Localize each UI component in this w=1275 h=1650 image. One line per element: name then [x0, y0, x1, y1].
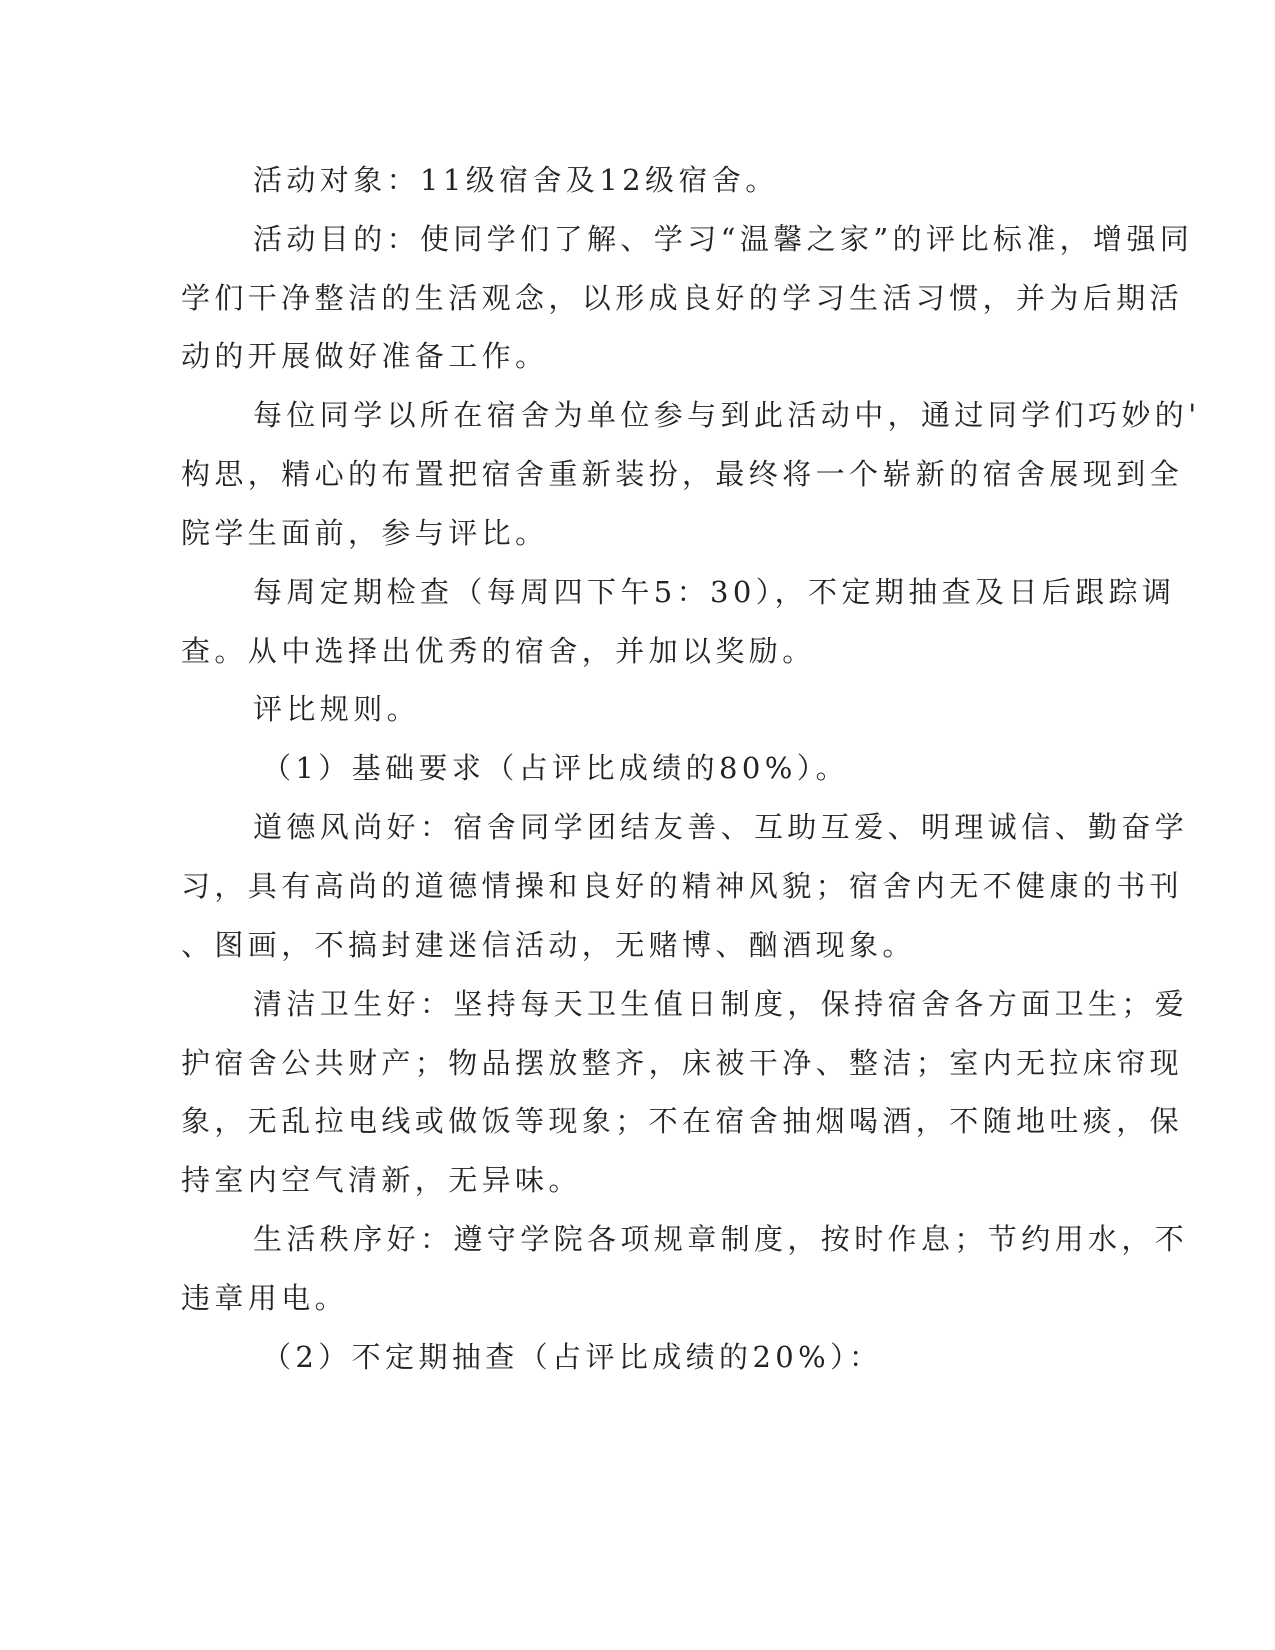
section-heading: 评比规则。 — [253, 692, 421, 726]
text-line: 持室内空气清新，无异味。 — [181, 1163, 582, 1197]
text-line: 生活秩序好：遵守学院各项规章制度，按时作息；节约用水，不 — [253, 1222, 1189, 1256]
text-line: 、图画，不搞封建迷信活动，无赌博、酗酒现象。 — [181, 928, 916, 962]
text-line: 习，具有高尚的道德情操和良好的精神风貌；宿舍内无不健康的书刊 — [181, 869, 1184, 903]
text-line: 动的开展做好准备工作。 — [181, 339, 549, 373]
text-line: 活动目的：使同学们了解、学习“温馨之家”的评比标准，增强同 — [253, 222, 1194, 256]
subsection-heading: （2）不定期抽查（占评比成绩的20%）： — [262, 1340, 883, 1374]
text-line: 构思，精心的布置把宿舍重新装扮，最终将一个崭新的宿舍展现到全 — [181, 457, 1184, 491]
text-line: 清洁卫生好：坚持每天卫生值日制度，保持宿舍各方面卫生；爱 — [253, 987, 1189, 1021]
text-line: 违章用电。 — [181, 1281, 349, 1315]
subsection-heading: （1）基础要求（占评比成绩的80%）。 — [262, 751, 850, 785]
text-line: 每周定期检查（每周四下午5：30），不定期抽查及日后跟踪调 — [253, 575, 1176, 609]
text-line: 每位同学以所在宿舍为单位参与到此活动中，通过同学们巧妙的' — [253, 398, 1201, 432]
text-line: 象，无乱拉电线或做饭等现象；不在宿舍抽烟喝酒，不随地吐痰，保 — [181, 1104, 1184, 1138]
text-line: 查。从中选择出优秀的宿舍，并加以奖励。 — [181, 634, 816, 668]
text-line: 道德风尚好：宿舍同学团结友善、互助互爱、明理诚信、勤奋学 — [253, 810, 1189, 844]
text-line: 活动对象：11级宿舍及12级宿舍。 — [253, 163, 779, 197]
text-line: 护宿舍公共财产；物品摆放整齐，床被干净、整洁；室内无拉床帘现 — [181, 1046, 1184, 1080]
text-line: 院学生面前，参与评比。 — [181, 516, 549, 550]
text-line: 学们干净整洁的生活观念，以形成良好的学习生活习惯，并为后期活 — [181, 281, 1184, 315]
